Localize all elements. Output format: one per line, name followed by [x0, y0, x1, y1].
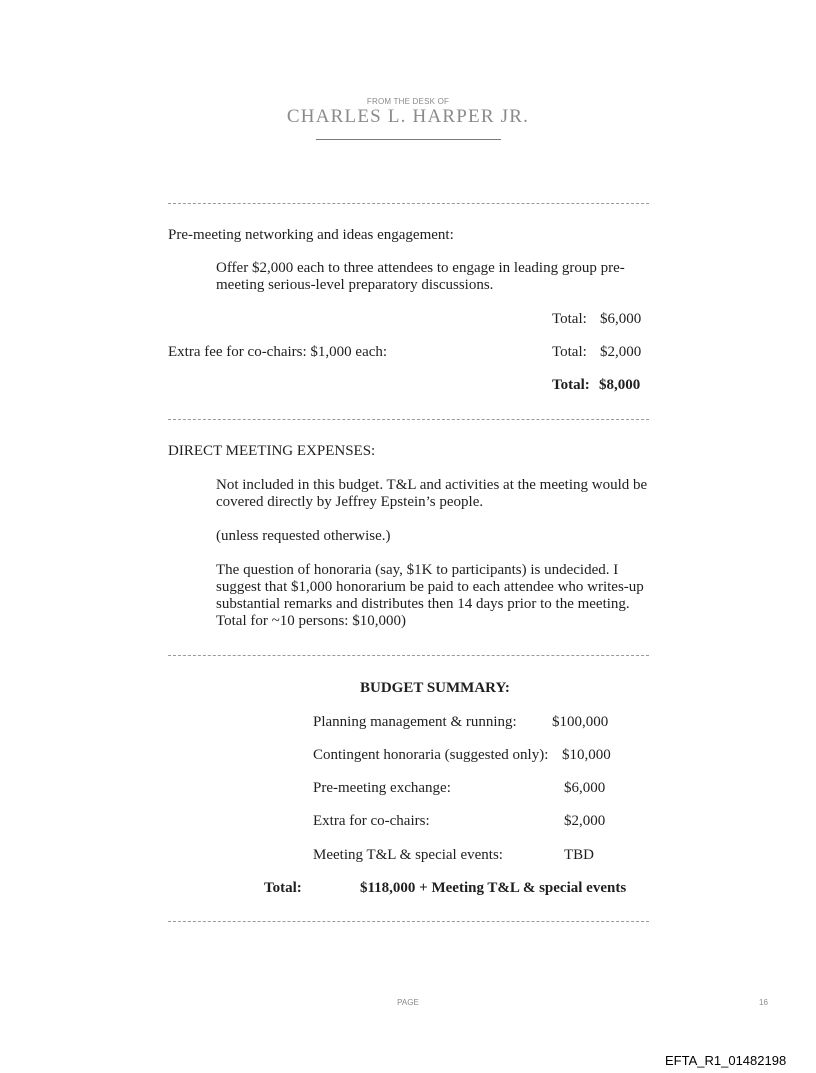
- summary-item-value: $6,000: [564, 780, 606, 796]
- pre-meeting-offer-text: Offer $2,000 each to three attendees to engage in leading group pre-meeting serious-level preparatory discussions.: [216, 260, 625, 293]
- footer-page-number: 16: [759, 998, 768, 1007]
- summary-item-value: TBD: [564, 847, 594, 863]
- honoraria-paragraph: The question of honoraria (say, $1K to participants) is undecided. I suggest that $1,000 honorarium be paid to each attendee who writes-up substantial remarks and distributes then 14 days prior to the meeting. Total for ~10 persons: $10,000): [216, 562, 644, 629]
- summary-item-value: $100,000: [552, 714, 609, 730]
- summary-item-value: $10,000: [562, 747, 611, 763]
- summary-item-label: Planning management & running:: [313, 714, 517, 730]
- direct-expenses-paragraph: Not included in this budget. T&L and activities at the meeting would be covered directly by Jeffrey Epstein’s people.: [216, 477, 648, 510]
- cochair-total-value: $2,000: [600, 344, 642, 360]
- pre-meeting-total-label: Total:: [552, 311, 587, 327]
- dashed-divider: [168, 921, 649, 922]
- dashed-divider: [168, 655, 649, 656]
- summary-total-value: $118,000 + Meeting T&L & special events: [360, 880, 627, 896]
- cochair-total-label: Total:: [552, 344, 587, 360]
- pre-meeting-grand-total-label: Total:: [552, 377, 590, 393]
- footer-page-label: PAGE: [397, 998, 419, 1007]
- letterhead-rule: [316, 139, 501, 140]
- pre-meeting-heading: Pre-meeting networking and ideas engagement:: [168, 227, 454, 243]
- summary-item-value: $2,000: [564, 813, 606, 829]
- dashed-divider: [168, 419, 649, 420]
- direct-expenses-heading: DIRECT MEETING EXPENSES:: [168, 443, 376, 459]
- dashed-divider: [168, 203, 649, 204]
- pre-meeting-grand-total-value: $8,000: [599, 377, 641, 393]
- summary-item-label: Contingent honoraria (suggested only):: [313, 747, 549, 763]
- summary-item-label: Pre-meeting exchange:: [313, 780, 451, 796]
- summary-total-label: Total:: [264, 880, 302, 896]
- direct-expenses-note: (unless requested otherwise.): [216, 528, 391, 544]
- budget-summary-heading: BUDGET SUMMARY:: [360, 680, 510, 696]
- summary-item-label: Meeting T&L & special events:: [313, 847, 503, 863]
- letterhead-name: CHARLES L. HARPER JR.: [286, 106, 530, 127]
- document-id: EFTA_R1_01482198: [665, 1053, 787, 1068]
- letterhead-from-line: FROM THE DESK OF: [366, 97, 450, 106]
- pre-meeting-total-value: $6,000: [600, 311, 642, 327]
- summary-item-label: Extra for co-chairs:: [313, 813, 430, 829]
- cochair-fee-label: Extra fee for co-chairs: $1,000 each:: [168, 344, 388, 360]
